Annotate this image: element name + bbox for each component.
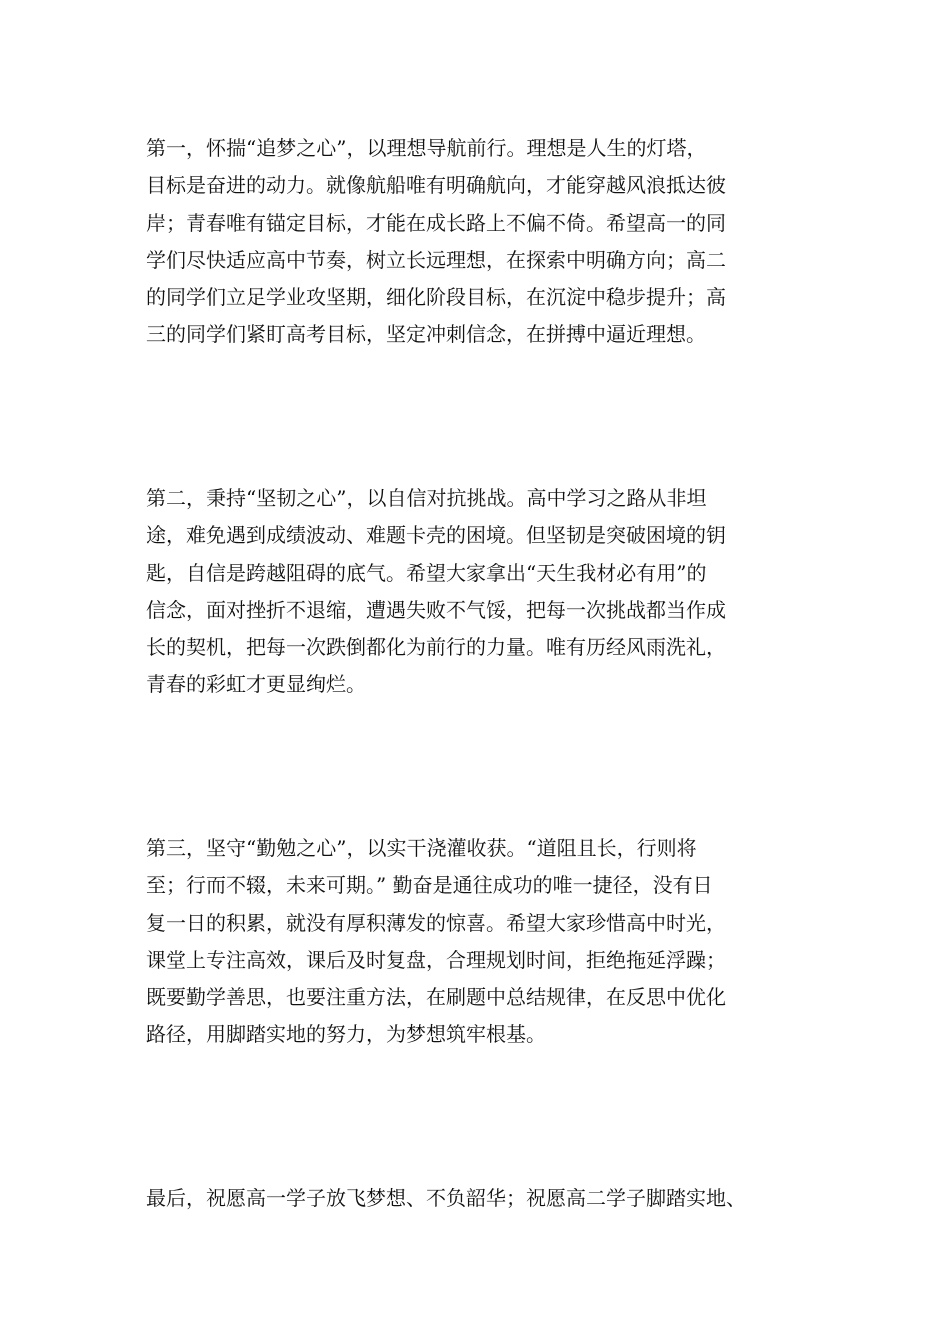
text-line: 青春的彩虹才更显绚烂。 [146, 672, 366, 697]
text-line: 第二，秉持“坚韧之心”，以自信对抗挑战。高中学习之路从非坦 [146, 486, 707, 510]
paragraph-first-dream [146, 130, 726, 354]
text-line: 岸；青春唯有锚定目标，才能在成长路上不偏不倚。希望高一的同 [146, 210, 726, 235]
text-line: 至；行而不辍，未来可期。” 勤奋是通往成功的唯一捷径，没有日 [146, 873, 713, 898]
text-line: 最后，祝愿高一学子放飞梦想、不负韶华；祝愿高二学子脚踏实地、 [146, 1186, 746, 1210]
text-line: 长的契机，把每一次跌倒都化为前行的力量。唯有历经风雨洗礼， [146, 635, 726, 660]
text-line: 课堂上专注高效，课后及时复盘，合理规划时间，拒绝拖延浮躁； [146, 947, 726, 972]
paragraph-second-resilience [146, 480, 726, 704]
text-line: 的同学们立足学业攻坚期，细化阶段目标，在沉淀中稳步提升；高 [146, 285, 726, 310]
text-line: 第三，坚守“勤勉之心”，以实干浇灌收获。“道阻且长，行则将 [146, 836, 697, 860]
text-line: 途，难免遇到成绩波动、难题卡壳的困境。但坚韧是突破困境的钥 [146, 523, 726, 548]
paragraph-closing-wishes [146, 1180, 746, 1217]
text-line: 目标是奋进的动力。就像航船唯有明确航向，才能穿越风浪抵达彼 [146, 173, 726, 198]
text-line: 三的同学们紧盯高考目标，坚定冲刺信念，在拼搏中逼近理想。 [146, 322, 706, 347]
paragraph-third-diligence [146, 830, 726, 1054]
text-line: 第一，怀揣“追梦之心”，以理想导航前行。理想是人生的灯塔， [146, 136, 707, 160]
text-line: 信念，面对挫折不退缩，遭遇失败不气馁，把每一次挑战都当作成 [146, 597, 726, 622]
text-line: 路径，用脚踏实地的努力，为梦想筑牢根基。 [146, 1022, 546, 1047]
text-line: 既要勤学善思，也要注重方法，在刷题中总结规律，在反思中优化 [146, 985, 726, 1010]
text-line: 复一日的积累，就没有厚积薄发的惊喜。希望大家珍惜高中时光， [146, 910, 726, 935]
text-line: 学们尽快适应高中节奏，树立长远理想，在探索中明确方向；高二 [146, 247, 726, 272]
text-line: 匙，自信是跨越阻碍的底气。希望大家拿出“天生我材必有用”的 [146, 560, 707, 585]
